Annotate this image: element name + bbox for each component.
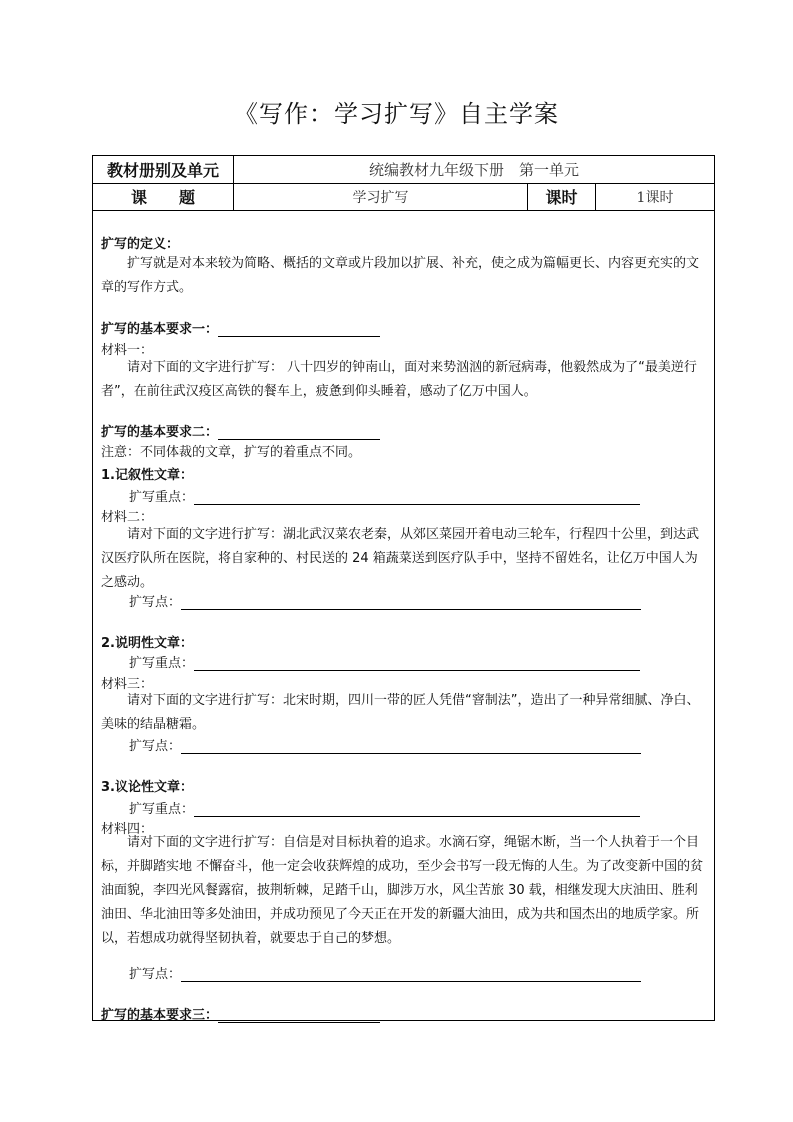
requirement-2 [101,421,380,440]
argumentative-point-label: 扩写点： [129,967,182,982]
narrative-focus [129,486,640,505]
narrative-point-label: 扩写点： [129,595,182,610]
expository-focus [129,652,640,671]
argumentative-focus-blank[interactable] [194,804,640,817]
page-title: 《写作：学习扩写》自主学案 [234,100,559,128]
unit-value: 统编教材九年级下册 第一单元 [368,161,579,179]
narrative-focus-label: 扩写重点： [129,490,195,505]
requirement-3 [101,1004,380,1023]
expository-point-label: 扩写点： [129,739,182,754]
material-3-label: 材料三： [101,677,154,692]
period-label: 课时 [528,183,596,210]
expository-point-blank[interactable] [181,741,641,754]
material-3-text: 请对下面的文字进行扩写：北宋时期，四川一带的匠人凭借“窨制法”，造出了一种异常细腻、净白、美味的结晶糖霜。 [101,693,700,732]
narrative-point [129,591,641,610]
requirement-2-note: 注意：不同体裁的文章，扩写的着重点不同。 [101,445,362,460]
argumentative-focus [129,798,640,817]
argumentative-point-blank[interactable] [181,969,641,982]
requirement-3-title: 扩写的基本要求三： [101,1008,219,1023]
expository-point [129,735,641,754]
header-row-topic [93,183,714,211]
material-1-text: 请对下面的文字进行扩写： 八十四岁的钟南山，面对来势汹汹的新冠病毒，他毅然成为了“最美逆行者”，在前往武汉疫区高铁的餐车上，疲惫到仰头睡着，感动了亿万中国人。 [101,360,697,399]
unit-label: 教材册别及单元 [93,156,234,183]
requirement-1 [101,318,380,337]
requirement-1-blank[interactable] [218,324,380,337]
narrative-point-blank[interactable] [181,597,641,610]
topic-label: 课 题 [93,183,234,210]
worksheet-table [92,155,715,1021]
period-value: 1课时 [636,189,674,206]
expository-focus-label: 扩写重点： [129,656,195,671]
requirement-2-blank[interactable] [218,427,380,440]
topic-value: 学习扩写 [234,183,528,210]
requirement-1-title: 扩写的基本要求一： [101,322,219,337]
requirement-2-title: 扩写的基本要求二： [101,425,219,440]
material-2-label: 材料二： [101,510,154,525]
material-2-text: 请对下面的文字进行扩写：湖北武汉菜农老秦，从郊区菜园开着电动三轮车，行程四十公里，到达武汉医疗队所在医院，将自家种的、村民送的 24 箱蔬菜送到医疗队手中，坚持不留姓名，让亿万中国人为之感动。 [101,527,700,590]
section-narrative-heading: 1.记叙性文章： [101,468,193,483]
definition-text: 扩写就是对本来较为简略、概括的文章或片段加以扩展、补充，使之成为篇幅更长、内容更充实的文章的写作方式。 [101,256,700,295]
argumentative-focus-label: 扩写重点： [129,802,195,817]
definition-heading: 扩写的定义： [101,237,180,252]
expository-focus-blank[interactable] [194,658,640,671]
header-row-unit [93,156,714,184]
argumentative-point [129,963,641,982]
section-argumentative-heading: 3.议论性文章： [101,780,193,795]
material-1-label: 材料一： [101,343,154,358]
section-expository-heading: 2.说明性文章： [101,636,193,651]
material-4-text: 请对下面的文字进行扩写：自信是对目标执着的追求。水滴石穿，绳锯木断，当一个人执着于一个目标，并脚踏实地 不懈奋斗，他一定会收获辉煌的成功，至少会书写一段无悔的人生。为了改变新中国的贫油面貌，李四光风餐露宿，披荆斩棘，足踏千山，脚涉万水，风尘苦旅 30 载，相继发现大庆油田、胜利油田、华北油田等多处油田，并成功预见了今天正在开发的新疆大油田，成为共和国杰出的地质学家。所以，若想成功就得坚韧执着，就要忠于自己的梦想。 [101,835,704,946]
material-4-label: 材料四： [101,822,154,837]
requirement-3-blank[interactable] [218,1010,380,1023]
narrative-focus-blank[interactable] [194,492,640,505]
